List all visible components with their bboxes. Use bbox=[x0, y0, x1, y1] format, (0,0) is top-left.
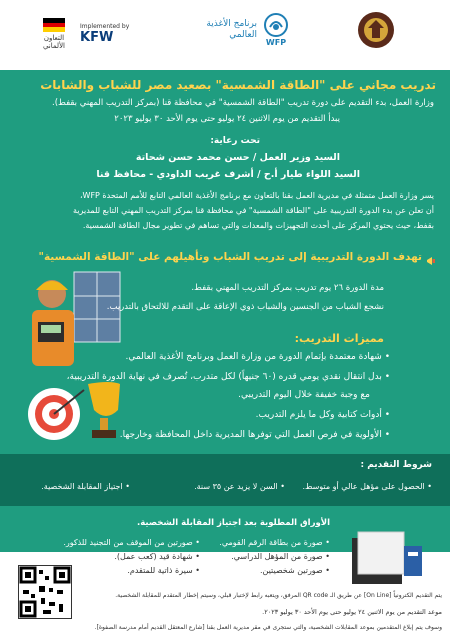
wfp-arabic-name: برنامج الأغذية العالمي bbox=[206, 18, 257, 40]
doc-right-2-text: صورة من المؤهل الدراسي. bbox=[231, 552, 323, 561]
doc-left-2: • شهادة قيد (كعب عمل). bbox=[114, 552, 200, 561]
condition-1: • الحصول على مؤهل عالي أو متوسط. bbox=[302, 482, 432, 491]
feature-item-4-text: الأولوية في فرص العمل التي توفرها المديرية داخل المحافظة وخارجها. bbox=[119, 430, 382, 440]
announcement-line-2: أن تعلن عن بدء الدورة التدريبية على "الطاقة الشمسية" في محافظة قنا بمركز التدريب المهني التابع للمديرية bbox=[73, 206, 434, 215]
wfp-wreath-icon bbox=[263, 12, 289, 38]
doc-right-1: • صورة من بطاقة الرقم القومي. bbox=[219, 538, 330, 547]
condition-1-text: الحصول على مؤهل عالي أو متوسط. bbox=[302, 482, 425, 491]
dates-text: يبدأ التقديم من يوم الاثنين ٢٤ يوليو حتى يوم الأحد ٣٠ يوليو ٢٠٢٣ bbox=[114, 114, 340, 124]
feature-item-2-text: بدل انتقال نقدي يومي قدره (٦٠ جنيهاً) لكل متدرب، تُصرف في نهاية الدورة التدريبية، bbox=[66, 372, 382, 382]
header bbox=[0, 0, 450, 70]
doc-right-3-text: صورتين شخصيتين. bbox=[259, 566, 323, 575]
feature-item-3: • أدوات كتابية وكل ما يلزم التدريب. bbox=[255, 410, 390, 420]
feature-item-4: • الأولوية في فرص العمل التي توفرها المديرية داخل المحافظة وخارجها. bbox=[119, 430, 390, 440]
goal-title: تهدف الدورة التدريبية إلى تدريب الشباب وتأهيلهم على "الطاقة الشمسية" bbox=[38, 251, 422, 263]
qr-code[interactable] bbox=[18, 565, 72, 619]
feature-item-2: • بدل انتقال نقدي يومي قدره (٦٠ جنيهاً) لكل متدرب، تُصرف في نهاية الدورة التدريبية، bbox=[66, 372, 390, 382]
page-title: تدريب مجاني على "الطاقة الشمسية" بصعيد مصر للشباب والشابات bbox=[40, 78, 436, 92]
condition-3: • اجتياز المقابلة الشخصية. bbox=[41, 482, 130, 491]
doc-right-3: • صورتين شخصيتين. bbox=[259, 566, 330, 575]
footer-line-1: يتم التقديم الكترونياً [On Line] عن طريق الـ QR code المرفق، ويتعبه رابط لإختبار قبلي، وسيتم إخطار المتقدم للمقابلة الشخصية. bbox=[115, 592, 442, 599]
feature-item-2b: مع وجبة خفيفة خلال اليوم التدريبي. bbox=[238, 390, 370, 400]
feature-item-1: • شهادة معتمدة بإتمام الدورة من وزارة العمل وبرنامج الأغذية العالمي. bbox=[125, 352, 390, 362]
patron-label: تحت رعاية: bbox=[210, 136, 260, 146]
doc-right-1-text: صورة من بطاقة الرقم القومي. bbox=[219, 538, 323, 547]
doc-left-1: • صورتين من الموقف من التجنيد للذكور. bbox=[63, 538, 200, 547]
kfw-label: KFW bbox=[80, 30, 114, 45]
german-cooperation-text: التعاون الألماني bbox=[42, 34, 66, 50]
intro-text: وزارة العمل، بدء التقديم على دورة تدريب "الطاقة الشمسية" في محافظة قنا (بمركز التدريب المهني بقفط). bbox=[52, 98, 434, 108]
announcement-line-3: بقفط، حيث يحتوي المركز على أحدث التجهيزات والمعدات والتي تساهم في تطوير مجال الطاقة الشمسية. bbox=[82, 221, 434, 230]
german-cooperation-logo bbox=[34, 18, 129, 50]
solar-technician-illustration bbox=[14, 266, 126, 372]
doc-right-2: • صورة من المؤهل الدراسي. bbox=[231, 552, 330, 561]
doc-left-1-text: صورتين من الموقف من التجنيد للذكور. bbox=[63, 538, 193, 547]
wfp-label: WFP bbox=[265, 38, 287, 47]
egypt-emblem-logo bbox=[356, 10, 396, 50]
condition-3-text: اجتياز المقابلة الشخصية. bbox=[41, 482, 123, 491]
condition-2: • السن لا يزيد عن ٣٥ سنة. bbox=[194, 482, 285, 491]
announcement-line-1: يسر وزارة العمل متمثلة في مديرية العمل بقنا بالتعاون مع برنامج الأغذية العالمي التابع للأمم المتحدة WFP، bbox=[79, 191, 434, 200]
feature-item-1-text: شهادة معتمدة بإتمام الدورة من وزارة العمل وبرنامج الأغذية العالمي. bbox=[125, 352, 382, 362]
goal-item-1: مدة الدورة ٢٦ يوم تدريب بمركز التدريب المهني بقفط. bbox=[191, 283, 384, 293]
wfp-logo bbox=[195, 12, 289, 47]
footer-line-3: وسوف يتم إبلاغ المتقدمين بموعد المقابلات الشخصية، والتي ستجرى في مقر مديرية العمل بقنا [شارع المعتقل القديم أمام مدرسة الصفوة]. bbox=[94, 624, 442, 631]
doc-left-3: • سيرة ذاتية للمتقدم. bbox=[127, 566, 200, 575]
docs-title: الأوراق المطلوبة بعد اجتياز المقابلة الشخصية. bbox=[137, 518, 330, 528]
footer-line-2: موعد التقديم من يوم الاثنين ٢٤ يوليو حتى يوم الأحد ٣٠ يوليو ٢٠٢٣. bbox=[262, 608, 442, 616]
patron-governor: السيد اللواء طيار أ.ح / أشرف غريب الداودي - محافظ قنا bbox=[96, 169, 360, 180]
main-section bbox=[0, 70, 450, 552]
trophy-target-illustration bbox=[24, 370, 134, 450]
condition-2-text: السن لا يزيد عن ٣٥ سنة. bbox=[194, 482, 278, 491]
kfw-subtitle: Implemented by bbox=[80, 23, 130, 30]
features-title: مميزات التدريب: bbox=[294, 332, 384, 345]
feature-item-3-text: أدوات كتابية وكل ما يلزم التدريب. bbox=[255, 410, 382, 420]
germany-flag-icon bbox=[43, 18, 65, 32]
doc-left-2-text: شهادة قيد (كعب عمل). bbox=[114, 552, 193, 561]
documents-folder-illustration bbox=[348, 528, 428, 588]
doc-left-3-text: سيرة ذاتية للمتقدم. bbox=[127, 566, 193, 575]
patron-minister: السيد وزير العمل / حسن محمد حسن شحاتة bbox=[135, 152, 340, 163]
conditions-title: شروط التقديم : bbox=[360, 460, 432, 470]
megaphone-icon bbox=[426, 251, 436, 261]
goal-item-2: نشجع الشباب من الجنسين والشباب ذوي الإعاقة على التقدم للالتحاق بالتدريب. bbox=[106, 302, 384, 312]
